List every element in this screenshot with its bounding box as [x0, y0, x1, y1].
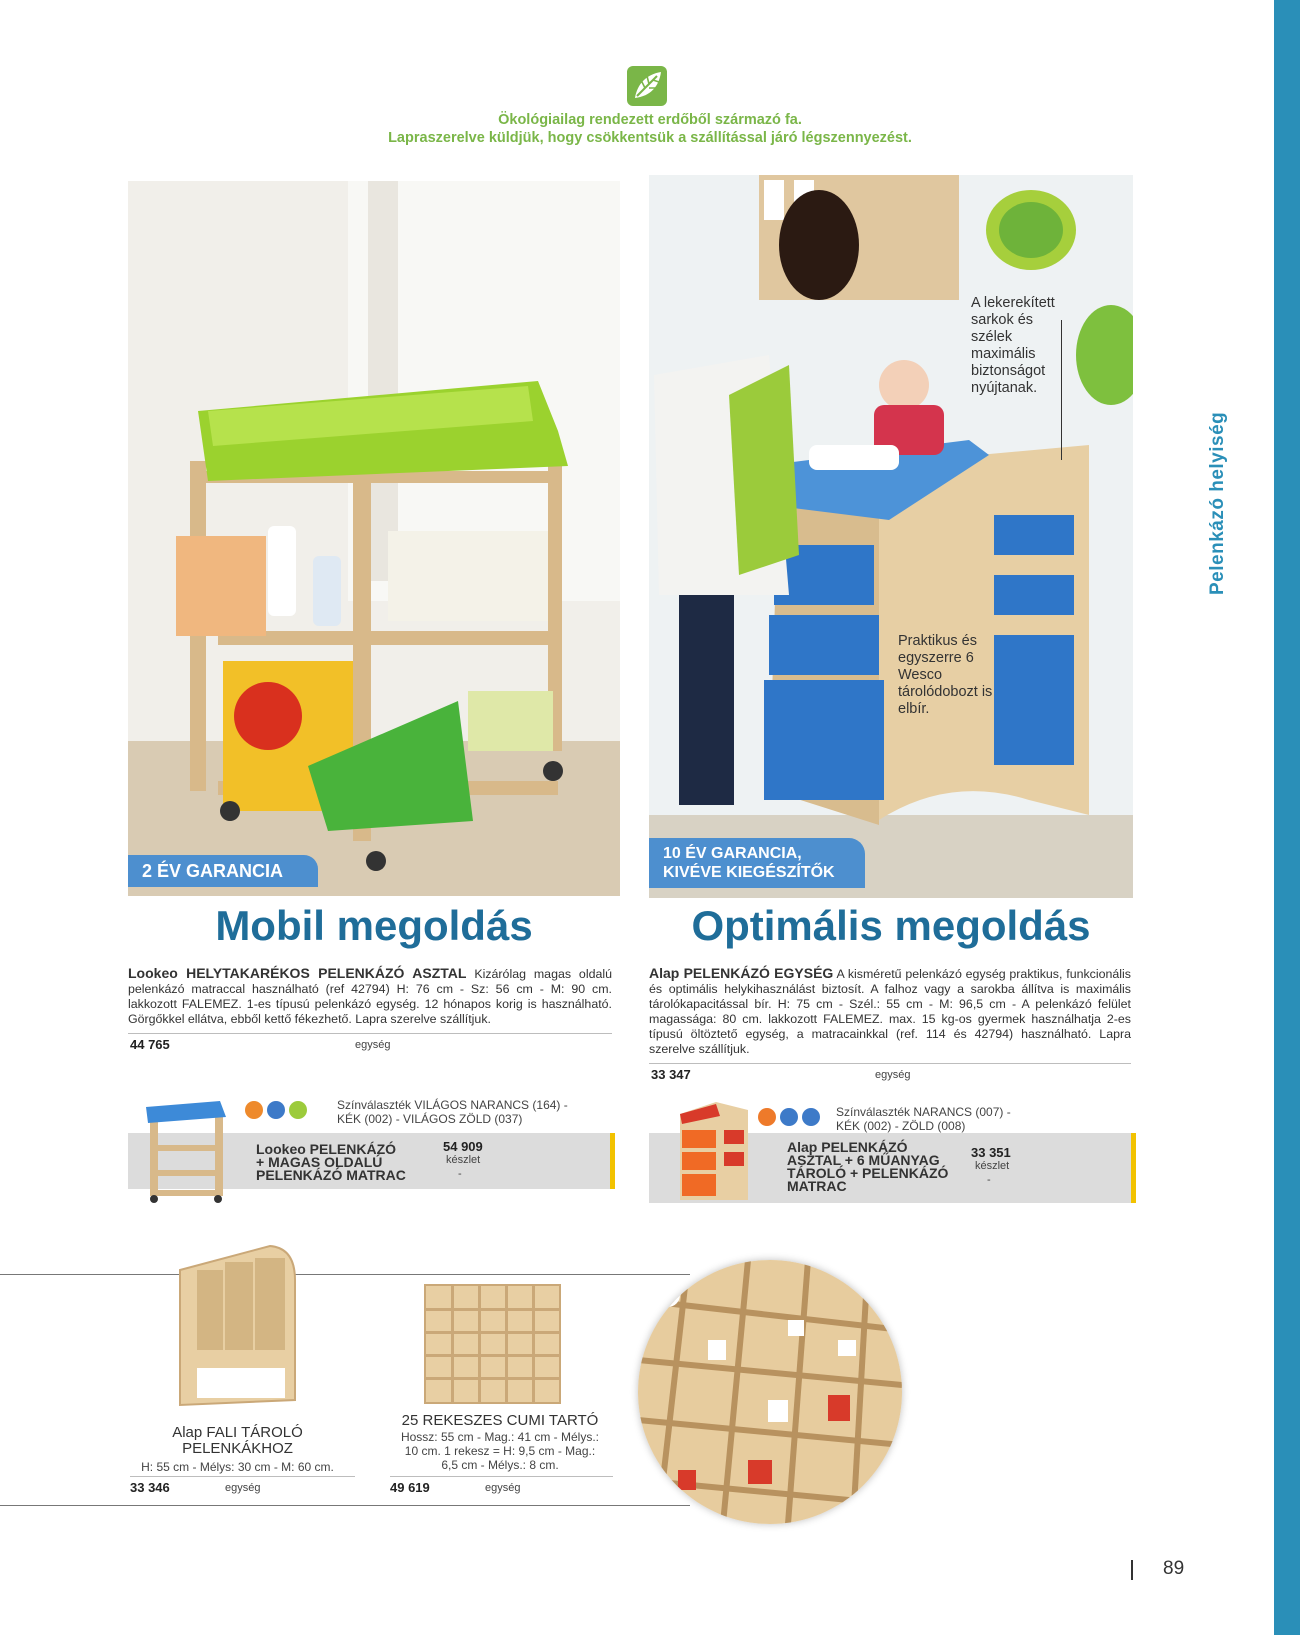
set-code: 33 351 [971, 1145, 1011, 1160]
product-unit: egység [225, 1482, 261, 1494]
section-title-mobile: Mobil megoldás [215, 902, 533, 949]
product-name: Lookeo HELYTAKARÉKOS PELENKÁZÓ ASZTAL [128, 965, 467, 981]
section-label: Pelenkázó helyiség [1207, 411, 1228, 595]
product-code: 49 619 [390, 1480, 430, 1495]
wall-storage-image [175, 1240, 300, 1410]
warranty-badge-10y [649, 838, 865, 888]
item-dimensions: Hossz: 55 cm - Mag.: 41 cm - Mélys.: 10 cm. 1 rekesz = H: 9,5 cm - Mag.: 6,5 cm - Mélys.: 8 cm. [400, 1430, 600, 1472]
product-name: Alap PELENKÁZÓ EGYSÉG [649, 965, 834, 981]
color-swatch-orange[interactable] [245, 1101, 263, 1119]
set-name: Alap PELENKÁZÓ ASZTAL + 6 MŰANYAG TÁROLÓ + PELENKÁZÓ MATRAC [787, 1139, 949, 1194]
bottom-bottom-rule [0, 1505, 690, 1506]
color-swatch-green[interactable] [289, 1101, 307, 1119]
badge-line-1: 10 ÉV GARANCIA, [663, 845, 802, 862]
set-unit: készlet [975, 1160, 1010, 1172]
set-product-image [676, 1100, 751, 1205]
callout-storage: Praktikus és egyszerre 6 Wesco tárolódobozt is elbír. [898, 633, 993, 717]
sidebar-stripe [1274, 0, 1300, 1635]
changing-table-photo [128, 181, 620, 896]
set-name: Lookeo PELENKÁZÓ + MAGAS OLDALÚ PELENKÁZÓ MATRAC [256, 1141, 406, 1183]
callout-line [1061, 320, 1062, 460]
product-text: Kizárólag magas oldalú pelenkázó matraccal használható (ref 42794) H: 76 cm - Sz: 56 cm - M: 90 cm. lakkozott FALEMEZ. 1-es típusú pelenkázó egység. 12 hónapos korig is használható. Görgőkkel ellátva, ebből kettő fékezhető. Lapra szerelve szállítjuk. [128, 967, 612, 1026]
set-dash: - [458, 1168, 462, 1180]
page-number-divider [1131, 1560, 1133, 1580]
item-name: 25 REKESZES CUMI TARTÓ [401, 1412, 599, 1429]
set-code: 54 909 [443, 1139, 483, 1154]
set-accent-bar [610, 1133, 615, 1189]
color-swatch-orange[interactable] [758, 1108, 776, 1126]
product-description-left [128, 966, 612, 1027]
set-product-image [140, 1095, 230, 1205]
bottom-top-rule [0, 1274, 690, 1275]
pacifier-holder-image [420, 1280, 565, 1410]
product-unit: egység [485, 1482, 521, 1494]
badge-line-2: KIVÉVE KIEGÉSZÍTŐK [663, 864, 835, 881]
color-swatch-blue[interactable] [780, 1108, 798, 1126]
changing-unit-photo [649, 175, 1133, 898]
color-swatch-blue[interactable] [267, 1101, 285, 1119]
warranty-badge: 2 ÉV GARANCIA [128, 855, 318, 887]
divider [130, 1476, 355, 1477]
product-code: 44 765 [130, 1037, 170, 1052]
divider [128, 1033, 612, 1034]
product-unit: egység [875, 1069, 911, 1081]
section-title-optimal: Optimális megoldás [691, 902, 1091, 949]
product-code: 33 346 [130, 1480, 170, 1495]
set-accent-bar [1131, 1133, 1136, 1203]
set-dash: - [987, 1174, 991, 1186]
item-name: Alap FALI TÁROLÓ PELENKÁKHOZ [172, 1424, 303, 1457]
eco-line-2: Lapraszerelve küldjük, hogy csökkentsük a szállítással járó légszennyezést. [388, 130, 912, 146]
eco-line-1: Ökológiailag rendezett erdőből származó fa. [498, 112, 802, 128]
page-number: 89 [1163, 1558, 1185, 1579]
divider [390, 1476, 613, 1477]
product-unit: egység [355, 1039, 391, 1051]
color-swatch-blue-2[interactable] [802, 1108, 820, 1126]
set-unit: készlet [446, 1154, 481, 1166]
callout-rounded-corners: A lekerekített sarkok és szélek maximális biztonságot nyújtanak. [971, 295, 1055, 396]
color-options: Színválaszték VILÁGOS NARANCS (164) - KÉK (002) - VILÁGOS ZÖLD (037) [337, 1098, 568, 1126]
product-code: 33 347 [651, 1067, 691, 1082]
product-description-right [649, 966, 1131, 1057]
detail-photo-circle [638, 1260, 902, 1524]
product-text: A kisméretű pelenkázó egység praktikus, funkcionális és optimális helykihasználást biztosít. A falhoz vagy a sarokba állítva is maximális tárolókapacitással bír. H: 75 cm - Szél.: 55 cm - M: 96,5 cm - A pelenkázó felület magassága: 80 cm. lakkozott FALEMEZ. max. 15 kg-os gyermek használhatja 2-es típusú öltöztető egység, a matracainkkal (ref. 114 és 42794) használható. Lapra szerelve szállítjuk. [649, 967, 1131, 1056]
item-dimensions: H: 55 cm - Mélys: 30 cm - M: 60 cm. [141, 1460, 334, 1474]
color-options: Színválaszték NARANCS (007) - KÉK (002) - ZÖLD (008) [836, 1105, 1011, 1133]
divider [649, 1063, 1131, 1064]
leaf-icon [627, 66, 667, 106]
